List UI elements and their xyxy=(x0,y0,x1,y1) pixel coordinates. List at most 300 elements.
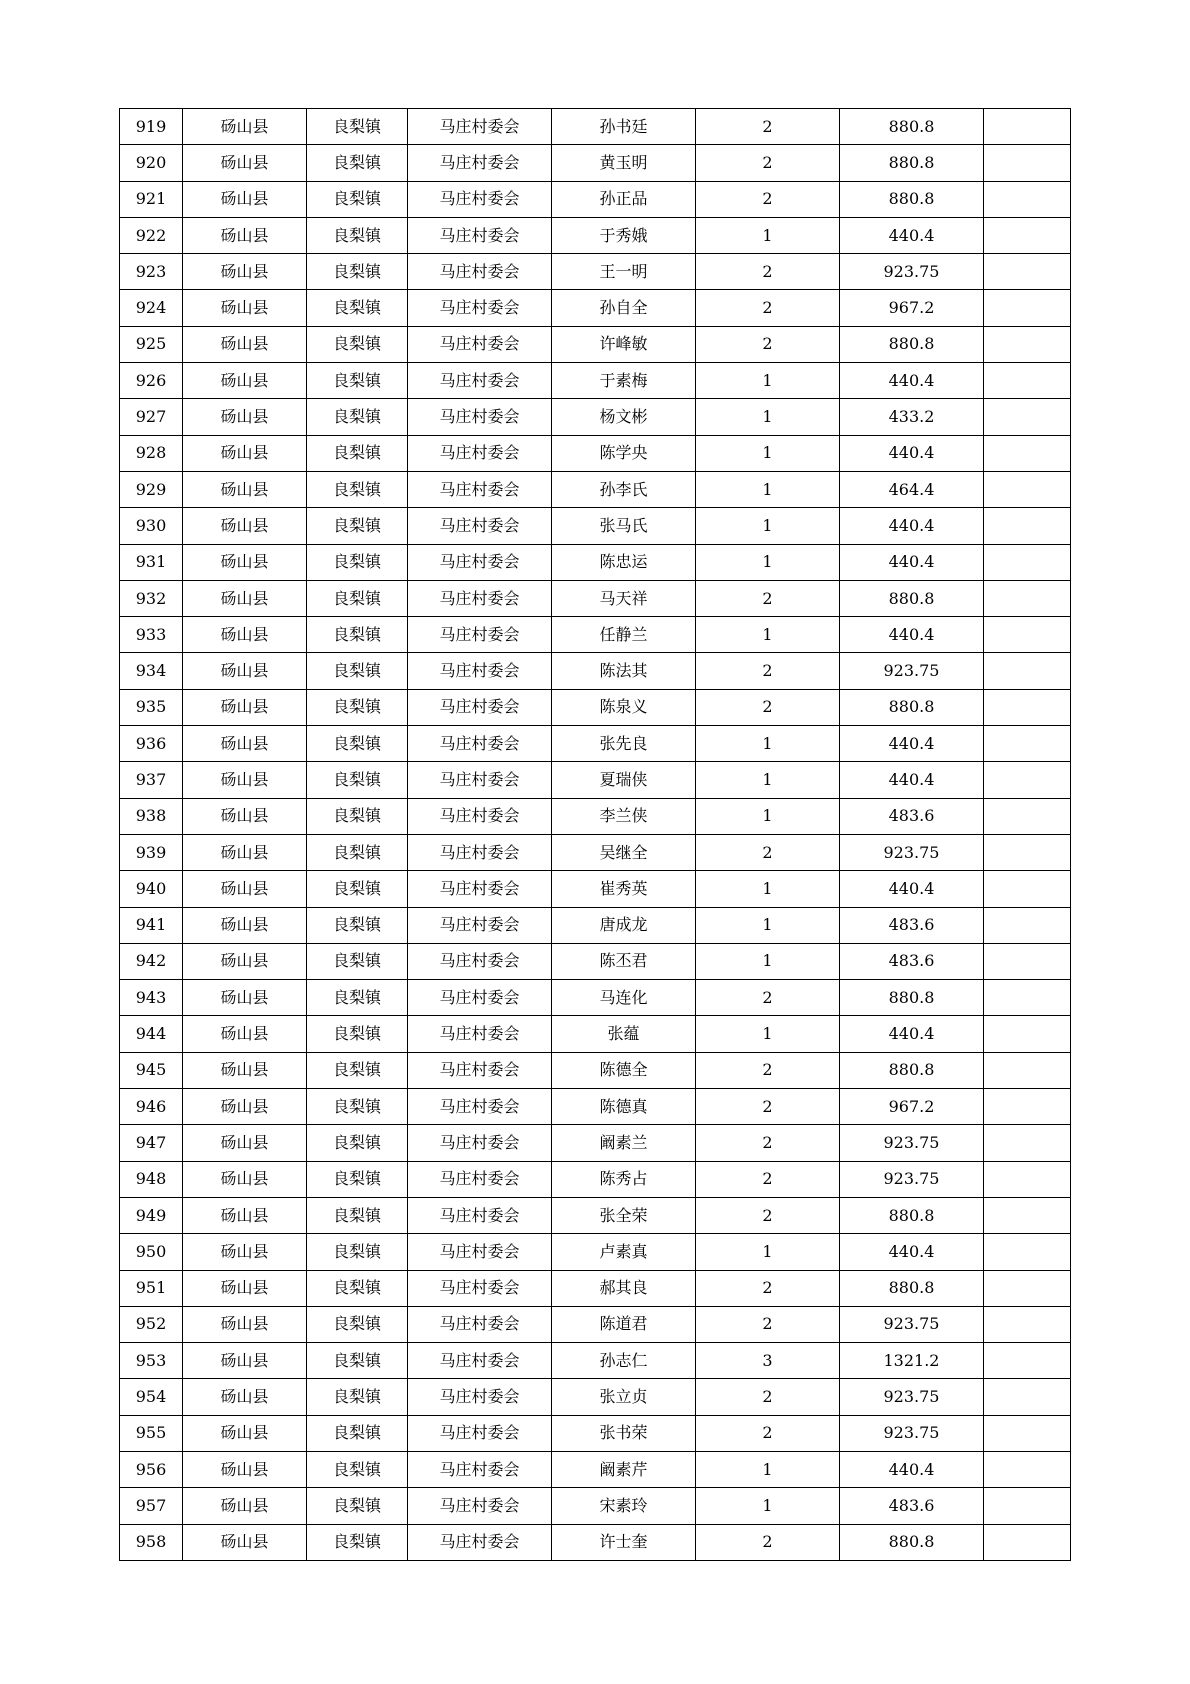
cell-count: 1 xyxy=(696,1451,840,1487)
cell-village: 马庄村委会 xyxy=(408,1451,552,1487)
cell-note xyxy=(984,508,1071,544)
cell-index: 957 xyxy=(120,1488,183,1524)
cell-village: 马庄村委会 xyxy=(408,363,552,399)
cell-county: 砀山县 xyxy=(183,254,307,290)
cell-amount: 440.4 xyxy=(840,871,984,907)
cell-name: 陈德真 xyxy=(552,1089,696,1125)
table-row xyxy=(120,1270,1071,1306)
cell-town: 良梨镇 xyxy=(307,109,408,145)
cell-town: 良梨镇 xyxy=(307,943,408,979)
cell-count: 2 xyxy=(696,1524,840,1560)
cell-name: 夏瑞侠 xyxy=(552,762,696,798)
cell-index: 942 xyxy=(120,943,183,979)
cell-name: 张立贞 xyxy=(552,1379,696,1415)
cell-note xyxy=(984,1343,1071,1379)
cell-village: 马庄村委会 xyxy=(408,1125,552,1161)
cell-count: 3 xyxy=(696,1343,840,1379)
cell-count: 2 xyxy=(696,109,840,145)
cell-county: 砀山县 xyxy=(183,217,307,253)
table-row xyxy=(120,1125,1071,1161)
cell-index: 949 xyxy=(120,1197,183,1233)
cell-count: 2 xyxy=(696,145,840,181)
cell-county: 砀山县 xyxy=(183,1052,307,1088)
cell-note xyxy=(984,762,1071,798)
cell-count: 2 xyxy=(696,1415,840,1451)
cell-amount: 880.8 xyxy=(840,980,984,1016)
cell-name: 陈泉义 xyxy=(552,689,696,725)
cell-village: 马庄村委会 xyxy=(408,471,552,507)
cell-count: 1 xyxy=(696,363,840,399)
cell-village: 马庄村委会 xyxy=(408,1343,552,1379)
cell-note xyxy=(984,726,1071,762)
cell-note xyxy=(984,1270,1071,1306)
cell-count: 1 xyxy=(696,435,840,471)
cell-county: 砀山县 xyxy=(183,326,307,362)
cell-town: 良梨镇 xyxy=(307,326,408,362)
cell-name: 卢素真 xyxy=(552,1234,696,1270)
cell-village: 马庄村委会 xyxy=(408,254,552,290)
cell-amount: 433.2 xyxy=(840,399,984,435)
cell-count: 2 xyxy=(696,1197,840,1233)
cell-name: 于素梅 xyxy=(552,363,696,399)
cell-village: 马庄村委会 xyxy=(408,1052,552,1088)
cell-village: 马庄村委会 xyxy=(408,1270,552,1306)
cell-county: 砀山县 xyxy=(183,1270,307,1306)
cell-county: 砀山县 xyxy=(183,363,307,399)
cell-amount: 967.2 xyxy=(840,1089,984,1125)
cell-note xyxy=(984,399,1071,435)
cell-name: 张先良 xyxy=(552,726,696,762)
cell-town: 良梨镇 xyxy=(307,617,408,653)
cell-count: 2 xyxy=(696,1125,840,1161)
table-row xyxy=(120,435,1071,471)
cell-county: 砀山县 xyxy=(183,1234,307,1270)
cell-count: 2 xyxy=(696,326,840,362)
table-row xyxy=(120,181,1071,217)
cell-index: 932 xyxy=(120,580,183,616)
cell-name: 阚素芹 xyxy=(552,1451,696,1487)
cell-county: 砀山县 xyxy=(183,798,307,834)
cell-count: 2 xyxy=(696,1052,840,1088)
cell-amount: 440.4 xyxy=(840,617,984,653)
cell-county: 砀山县 xyxy=(183,1488,307,1524)
table-row xyxy=(120,471,1071,507)
cell-amount: 880.8 xyxy=(840,1052,984,1088)
cell-amount: 440.4 xyxy=(840,762,984,798)
cell-count: 1 xyxy=(696,726,840,762)
cell-count: 1 xyxy=(696,1234,840,1270)
cell-village: 马庄村委会 xyxy=(408,689,552,725)
cell-count: 1 xyxy=(696,471,840,507)
cell-town: 良梨镇 xyxy=(307,1488,408,1524)
cell-amount: 440.4 xyxy=(840,217,984,253)
cell-index: 937 xyxy=(120,762,183,798)
cell-name: 陈秀占 xyxy=(552,1161,696,1197)
cell-county: 砀山县 xyxy=(183,109,307,145)
cell-village: 马庄村委会 xyxy=(408,1161,552,1197)
cell-village: 马庄村委会 xyxy=(408,508,552,544)
cell-amount: 880.8 xyxy=(840,326,984,362)
cell-village: 马庄村委会 xyxy=(408,1089,552,1125)
cell-county: 砀山县 xyxy=(183,1524,307,1560)
cell-amount: 923.75 xyxy=(840,1379,984,1415)
cell-village: 马庄村委会 xyxy=(408,145,552,181)
cell-count: 2 xyxy=(696,1161,840,1197)
cell-index: 936 xyxy=(120,726,183,762)
cell-county: 砀山县 xyxy=(183,617,307,653)
cell-index: 948 xyxy=(120,1161,183,1197)
cell-note xyxy=(984,471,1071,507)
cell-town: 良梨镇 xyxy=(307,181,408,217)
cell-county: 砀山县 xyxy=(183,653,307,689)
table-row xyxy=(120,871,1071,907)
cell-village: 马庄村委会 xyxy=(408,326,552,362)
cell-town: 良梨镇 xyxy=(307,1270,408,1306)
table-row xyxy=(120,1234,1071,1270)
cell-village: 马庄村委会 xyxy=(408,399,552,435)
cell-index: 950 xyxy=(120,1234,183,1270)
cell-county: 砀山县 xyxy=(183,907,307,943)
cell-amount: 923.75 xyxy=(840,1161,984,1197)
cell-note xyxy=(984,871,1071,907)
cell-town: 良梨镇 xyxy=(307,544,408,580)
table-body xyxy=(120,109,1071,1561)
cell-county: 砀山县 xyxy=(183,1197,307,1233)
table-row xyxy=(120,1415,1071,1451)
cell-amount: 440.4 xyxy=(840,363,984,399)
cell-village: 马庄村委会 xyxy=(408,290,552,326)
cell-amount: 440.4 xyxy=(840,544,984,580)
cell-county: 砀山县 xyxy=(183,1343,307,1379)
cell-name: 孙李氏 xyxy=(552,471,696,507)
cell-note xyxy=(984,1306,1071,1342)
cell-note xyxy=(984,435,1071,471)
cell-count: 1 xyxy=(696,943,840,979)
table-row xyxy=(120,617,1071,653)
cell-index: 943 xyxy=(120,980,183,1016)
cell-note xyxy=(984,1524,1071,1560)
cell-village: 马庄村委会 xyxy=(408,217,552,253)
cell-count: 2 xyxy=(696,1306,840,1342)
cell-town: 良梨镇 xyxy=(307,1125,408,1161)
cell-town: 良梨镇 xyxy=(307,1306,408,1342)
cell-name: 陈德全 xyxy=(552,1052,696,1088)
cell-index: 929 xyxy=(120,471,183,507)
cell-village: 马庄村委会 xyxy=(408,798,552,834)
table-row xyxy=(120,762,1071,798)
cell-amount: 880.8 xyxy=(840,181,984,217)
table-row xyxy=(120,980,1071,1016)
cell-town: 良梨镇 xyxy=(307,508,408,544)
cell-note xyxy=(984,689,1071,725)
cell-count: 2 xyxy=(696,1270,840,1306)
cell-index: 925 xyxy=(120,326,183,362)
cell-index: 928 xyxy=(120,435,183,471)
cell-town: 良梨镇 xyxy=(307,653,408,689)
cell-index: 946 xyxy=(120,1089,183,1125)
cell-village: 马庄村委会 xyxy=(408,980,552,1016)
cell-index: 919 xyxy=(120,109,183,145)
cell-village: 马庄村委会 xyxy=(408,1488,552,1524)
cell-county: 砀山县 xyxy=(183,435,307,471)
cell-amount: 880.8 xyxy=(840,1197,984,1233)
cell-village: 马庄村委会 xyxy=(408,907,552,943)
table-row xyxy=(120,907,1071,943)
cell-town: 良梨镇 xyxy=(307,1524,408,1560)
cell-note xyxy=(984,1379,1071,1415)
table-row xyxy=(120,798,1071,834)
cell-note xyxy=(984,580,1071,616)
cell-town: 良梨镇 xyxy=(307,217,408,253)
cell-village: 马庄村委会 xyxy=(408,435,552,471)
cell-amount: 440.4 xyxy=(840,1234,984,1270)
cell-amount: 1321.2 xyxy=(840,1343,984,1379)
cell-index: 955 xyxy=(120,1415,183,1451)
cell-index: 933 xyxy=(120,617,183,653)
cell-index: 953 xyxy=(120,1343,183,1379)
cell-amount: 440.4 xyxy=(840,508,984,544)
cell-village: 马庄村委会 xyxy=(408,1234,552,1270)
cell-village: 马庄村委会 xyxy=(408,1379,552,1415)
cell-town: 良梨镇 xyxy=(307,1343,408,1379)
cell-name: 许士奎 xyxy=(552,1524,696,1560)
table-row xyxy=(120,726,1071,762)
table-row xyxy=(120,1306,1071,1342)
table-row xyxy=(120,326,1071,362)
cell-village: 马庄村委会 xyxy=(408,871,552,907)
table-row xyxy=(120,653,1071,689)
table-row xyxy=(120,1197,1071,1233)
cell-count: 1 xyxy=(696,798,840,834)
cell-count: 1 xyxy=(696,508,840,544)
table-row xyxy=(120,254,1071,290)
cell-village: 马庄村委会 xyxy=(408,1306,552,1342)
cell-note xyxy=(984,181,1071,217)
cell-note xyxy=(984,653,1071,689)
cell-village: 马庄村委会 xyxy=(408,653,552,689)
cell-village: 马庄村委会 xyxy=(408,1524,552,1560)
cell-amount: 483.6 xyxy=(840,798,984,834)
cell-note xyxy=(984,1197,1071,1233)
cell-amount: 440.4 xyxy=(840,1016,984,1052)
cell-count: 2 xyxy=(696,834,840,870)
cell-town: 良梨镇 xyxy=(307,980,408,1016)
cell-count: 1 xyxy=(696,1016,840,1052)
cell-note xyxy=(984,1415,1071,1451)
cell-town: 良梨镇 xyxy=(307,1161,408,1197)
cell-amount: 967.2 xyxy=(840,290,984,326)
cell-index: 924 xyxy=(120,290,183,326)
cell-index: 952 xyxy=(120,1306,183,1342)
cell-county: 砀山县 xyxy=(183,145,307,181)
cell-note xyxy=(984,1451,1071,1487)
cell-amount: 464.4 xyxy=(840,471,984,507)
cell-count: 2 xyxy=(696,254,840,290)
cell-county: 砀山县 xyxy=(183,1415,307,1451)
cell-county: 砀山县 xyxy=(183,689,307,725)
table-row xyxy=(120,580,1071,616)
cell-amount: 440.4 xyxy=(840,435,984,471)
cell-town: 良梨镇 xyxy=(307,363,408,399)
cell-county: 砀山县 xyxy=(183,1161,307,1197)
cell-town: 良梨镇 xyxy=(307,1197,408,1233)
cell-name: 杨文彬 xyxy=(552,399,696,435)
cell-name: 阚素兰 xyxy=(552,1125,696,1161)
cell-county: 砀山县 xyxy=(183,762,307,798)
cell-village: 马庄村委会 xyxy=(408,726,552,762)
cell-town: 良梨镇 xyxy=(307,254,408,290)
cell-county: 砀山县 xyxy=(183,1089,307,1125)
cell-note xyxy=(984,109,1071,145)
cell-note xyxy=(984,617,1071,653)
cell-note xyxy=(984,363,1071,399)
cell-county: 砀山县 xyxy=(183,1379,307,1415)
table-row xyxy=(120,363,1071,399)
table-row xyxy=(120,1052,1071,1088)
cell-name: 唐成龙 xyxy=(552,907,696,943)
cell-note xyxy=(984,290,1071,326)
cell-note xyxy=(984,798,1071,834)
cell-name: 郝其良 xyxy=(552,1270,696,1306)
cell-note xyxy=(984,1488,1071,1524)
cell-county: 砀山县 xyxy=(183,943,307,979)
cell-town: 良梨镇 xyxy=(307,1234,408,1270)
cell-county: 砀山县 xyxy=(183,290,307,326)
cell-note xyxy=(984,834,1071,870)
cell-name: 孙志仁 xyxy=(552,1343,696,1379)
cell-amount: 880.8 xyxy=(840,1524,984,1560)
cell-county: 砀山县 xyxy=(183,1016,307,1052)
cell-index: 926 xyxy=(120,363,183,399)
table-row xyxy=(120,1488,1071,1524)
cell-index: 922 xyxy=(120,217,183,253)
cell-index: 923 xyxy=(120,254,183,290)
cell-index: 958 xyxy=(120,1524,183,1560)
cell-town: 良梨镇 xyxy=(307,1415,408,1451)
cell-count: 1 xyxy=(696,871,840,907)
cell-index: 921 xyxy=(120,181,183,217)
cell-village: 马庄村委会 xyxy=(408,580,552,616)
cell-name: 于秀娥 xyxy=(552,217,696,253)
cell-amount: 483.6 xyxy=(840,907,984,943)
cell-amount: 923.75 xyxy=(840,834,984,870)
cell-count: 2 xyxy=(696,689,840,725)
cell-town: 良梨镇 xyxy=(307,580,408,616)
cell-note xyxy=(984,1052,1071,1088)
cell-village: 马庄村委会 xyxy=(408,762,552,798)
cell-town: 良梨镇 xyxy=(307,145,408,181)
cell-town: 良梨镇 xyxy=(307,435,408,471)
cell-index: 944 xyxy=(120,1016,183,1052)
cell-amount: 923.75 xyxy=(840,1415,984,1451)
table-row xyxy=(120,217,1071,253)
cell-amount: 880.8 xyxy=(840,689,984,725)
cell-county: 砀山县 xyxy=(183,508,307,544)
cell-index: 954 xyxy=(120,1379,183,1415)
cell-name: 黄玉明 xyxy=(552,145,696,181)
cell-name: 张书荣 xyxy=(552,1415,696,1451)
cell-note xyxy=(984,1161,1071,1197)
table-row xyxy=(120,689,1071,725)
cell-index: 941 xyxy=(120,907,183,943)
cell-index: 938 xyxy=(120,798,183,834)
table-row xyxy=(120,145,1071,181)
cell-index: 935 xyxy=(120,689,183,725)
cell-name: 张全荣 xyxy=(552,1197,696,1233)
table-row xyxy=(120,508,1071,544)
table-row xyxy=(120,943,1071,979)
cell-note xyxy=(984,145,1071,181)
cell-amount: 923.75 xyxy=(840,653,984,689)
table-row xyxy=(120,109,1071,145)
cell-name: 许峰敏 xyxy=(552,326,696,362)
table-row xyxy=(120,1161,1071,1197)
cell-town: 良梨镇 xyxy=(307,290,408,326)
cell-county: 砀山县 xyxy=(183,834,307,870)
cell-note xyxy=(984,1089,1071,1125)
cell-index: 920 xyxy=(120,145,183,181)
cell-note xyxy=(984,1125,1071,1161)
cell-count: 2 xyxy=(696,1379,840,1415)
cell-name: 崔秀英 xyxy=(552,871,696,907)
cell-count: 2 xyxy=(696,580,840,616)
cell-town: 良梨镇 xyxy=(307,834,408,870)
cell-note xyxy=(984,1016,1071,1052)
cell-town: 良梨镇 xyxy=(307,1089,408,1125)
cell-count: 1 xyxy=(696,762,840,798)
table-row xyxy=(120,834,1071,870)
cell-town: 良梨镇 xyxy=(307,762,408,798)
cell-index: 945 xyxy=(120,1052,183,1088)
cell-town: 良梨镇 xyxy=(307,871,408,907)
cell-amount: 880.8 xyxy=(840,580,984,616)
cell-county: 砀山县 xyxy=(183,1451,307,1487)
cell-amount: 440.4 xyxy=(840,1451,984,1487)
cell-village: 马庄村委会 xyxy=(408,943,552,979)
cell-amount: 483.6 xyxy=(840,943,984,979)
table-row xyxy=(120,399,1071,435)
cell-note xyxy=(984,943,1071,979)
cell-index: 930 xyxy=(120,508,183,544)
cell-name: 孙书廷 xyxy=(552,109,696,145)
table-row xyxy=(120,1016,1071,1052)
table-row xyxy=(120,1524,1071,1560)
table-row xyxy=(120,290,1071,326)
cell-name: 张马氏 xyxy=(552,508,696,544)
cell-count: 2 xyxy=(696,1089,840,1125)
cell-town: 良梨镇 xyxy=(307,798,408,834)
cell-name: 李兰侠 xyxy=(552,798,696,834)
table-row xyxy=(120,1343,1071,1379)
cell-village: 马庄村委会 xyxy=(408,617,552,653)
cell-note xyxy=(984,544,1071,580)
cell-amount: 923.75 xyxy=(840,1125,984,1161)
cell-name: 张蕴 xyxy=(552,1016,696,1052)
cell-village: 马庄村委会 xyxy=(408,544,552,580)
cell-town: 良梨镇 xyxy=(307,399,408,435)
cell-county: 砀山县 xyxy=(183,471,307,507)
cell-name: 陈丕君 xyxy=(552,943,696,979)
cell-amount: 880.8 xyxy=(840,145,984,181)
cell-name: 马天祥 xyxy=(552,580,696,616)
cell-name: 马连化 xyxy=(552,980,696,1016)
cell-village: 马庄村委会 xyxy=(408,1016,552,1052)
cell-village: 马庄村委会 xyxy=(408,181,552,217)
cell-town: 良梨镇 xyxy=(307,1379,408,1415)
cell-index: 939 xyxy=(120,834,183,870)
cell-amount: 923.75 xyxy=(840,1306,984,1342)
data-table xyxy=(119,108,1071,1561)
